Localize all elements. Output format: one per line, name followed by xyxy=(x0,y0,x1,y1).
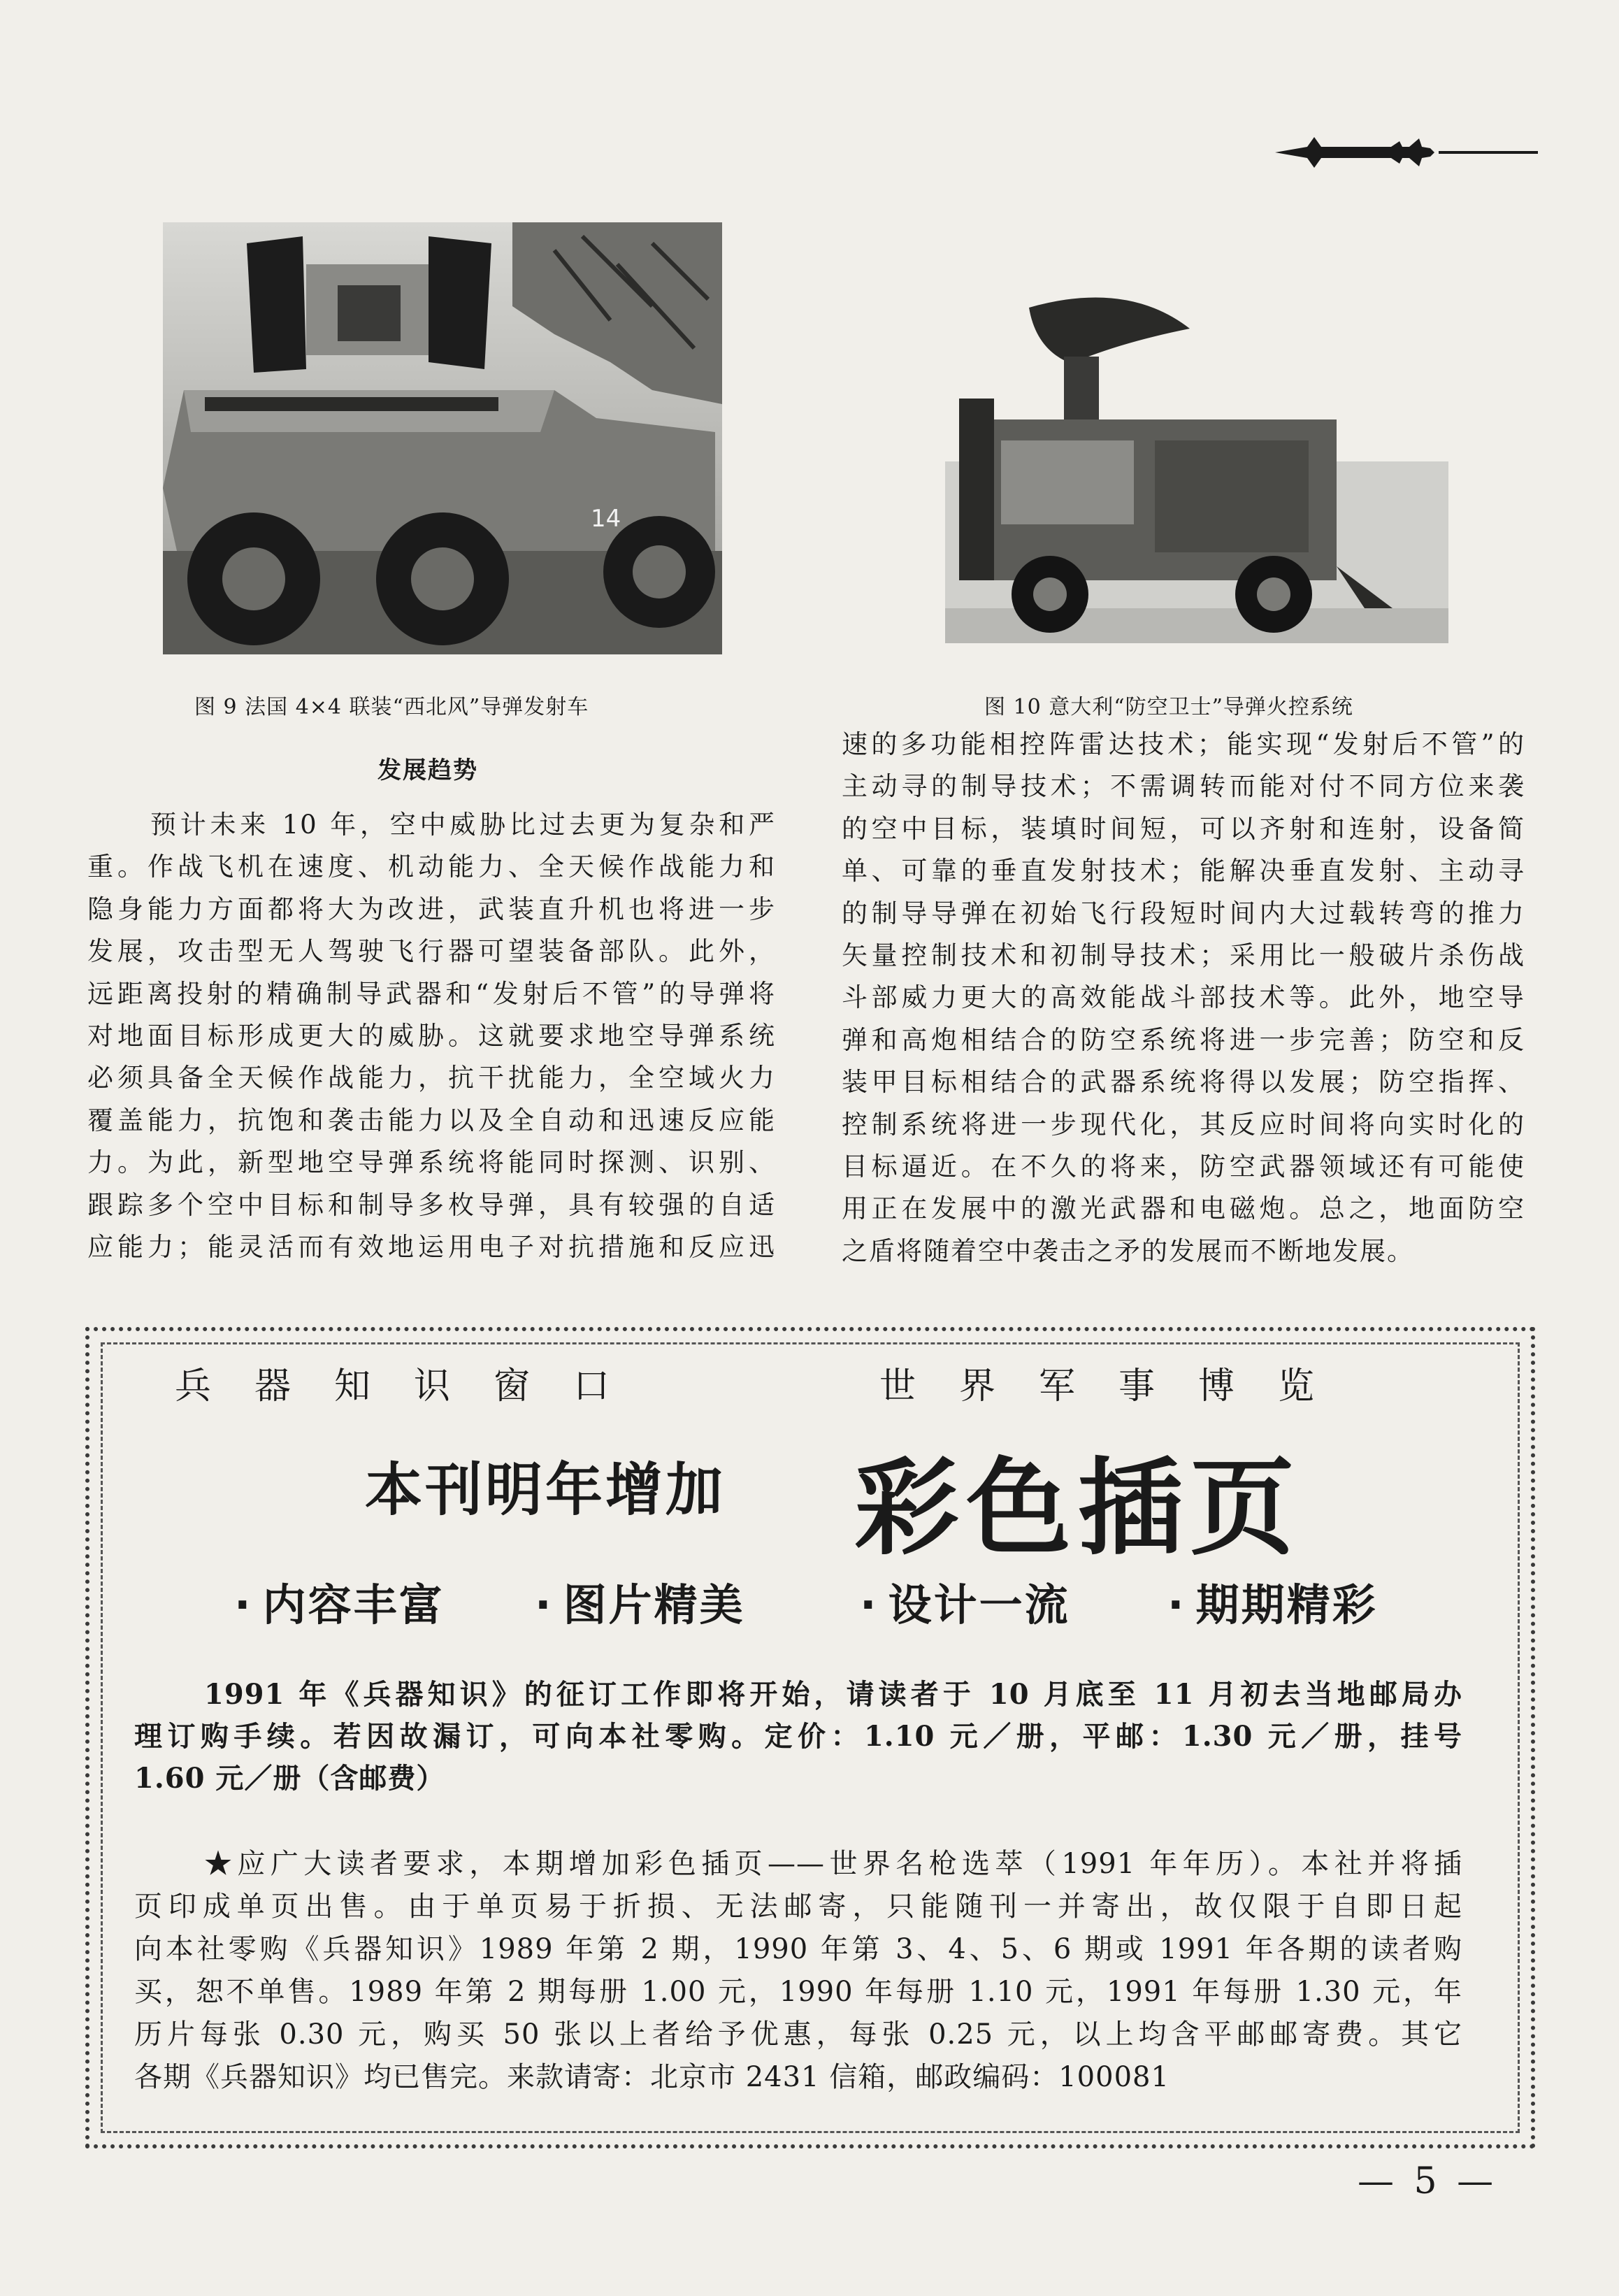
left-column-text xyxy=(87,804,776,1268)
bullet-icon: · xyxy=(1167,1579,1186,1630)
paragraph-line: 的空中目标，装填时间短，可以齐射和连射，设备简 xyxy=(842,813,1525,844)
missile-ornament-icon xyxy=(1272,131,1538,173)
ad-insert-paragraph xyxy=(134,1843,1462,2099)
ad-feature-label: 期期精彩 xyxy=(1195,1579,1378,1630)
paragraph-line: 历片每张 0.30 元，购买 50 张以上者给予优惠，每张 0.25 元，以上均含平邮邮寄费。其它 xyxy=(134,2018,1462,2051)
paragraph-line: 弹和高炮相结合的防空系统将进一步完善；防空和反 xyxy=(842,1024,1525,1055)
ad-feature-label: 图片精美 xyxy=(563,1579,745,1630)
paragraph-line: 页印成单页出售。由于单页易于折损、无法邮寄，只能随刊一并寄出，故仅限于自即日起 xyxy=(134,1890,1462,1923)
paragraph-line: 跟踪多个空中目标和制导多枚导弹，具有较强的自适 xyxy=(87,1189,776,1220)
bullet-icon: · xyxy=(860,1579,879,1630)
right-column-text xyxy=(842,724,1525,1272)
page-number: — 5 — xyxy=(1358,2160,1498,2202)
ad-feature-label: 内容丰富 xyxy=(262,1579,445,1630)
section-heading: 发展趋势 xyxy=(377,756,478,784)
ad-headline-small: 本刊明年增加 xyxy=(365,1457,726,1523)
paragraph-line: 隐身能力方面都将大为改进，武装直升机也将进一步 xyxy=(87,894,776,924)
paragraph-line: 对地面目标形成更大的威胁。这就要求地空导弹系统 xyxy=(87,1021,776,1052)
paragraph-line: 矢量控制技术和初制导技术；采用比一般破片杀伤战 xyxy=(842,940,1525,971)
vehicle-number-plate: 14 xyxy=(591,505,621,533)
ad-kicker-right: 世界军事博览 xyxy=(879,1365,1358,1407)
paragraph-line: 向本社零购《兵器知识》1989 年第 2 期，1990 年第 3、4、5、6 期或 1991 年各期的读者购 xyxy=(134,1933,1462,1965)
bullet-icon: · xyxy=(535,1579,554,1630)
paragraph-line: 发展，攻击型无人驾驶飞行器可望装备部队。此外， xyxy=(87,936,776,967)
paragraph-line: 目标逼近。在不久的将来，防空武器领域还有可能使 xyxy=(842,1151,1525,1182)
ad-kicker-left: 兵器知识窗口 xyxy=(175,1365,654,1407)
paragraph-line: 预计未来 10 年，空中威胁比过去更为复杂和严 xyxy=(150,810,776,840)
paragraph-line: ★应广大读者要求，本期增加彩色插页——世界名枪选萃（1991 年年历）。本社并将插 xyxy=(204,1848,1462,1880)
paragraph-line: 斗部威力更大的高效能战斗部技术等。此外，地空导 xyxy=(842,982,1525,1013)
paragraph-line: 力。为此，新型地空导弹系统将能同时探测、识别、 xyxy=(87,1147,776,1178)
paragraph-line: 重。作战飞机在速度、机动能力、全天候作战能力和 xyxy=(87,852,776,882)
paragraph-line: 主动寻的制导技术；不需调转而能对付不同方位来袭 xyxy=(842,771,1525,802)
paragraph-line: 远距离投射的精确制导武器和“发射后不管”的导弹将 xyxy=(87,978,776,1009)
figure-9-caption: 图 9 法国 4×4 联装“西北风”导弹发射车 xyxy=(194,695,589,719)
ad-feature-label: 设计一流 xyxy=(888,1579,1070,1630)
paragraph-line: 买，恕不单售。1989 年第 2 期每册 1.00 元，1990 年每册 1.10 元，1991 年每册 1.30 元，年 xyxy=(134,1976,1462,2008)
paragraph-line: 之盾将随着空中袭击之矛的发展而不断地发展。 xyxy=(842,1235,1414,1266)
paragraph-line: 1.60 元／册（含邮费） xyxy=(134,1762,445,1795)
paragraph-line: 应能力；能灵活而有效地运用电子对抗措施和反应迅 xyxy=(87,1232,776,1263)
ad-feature xyxy=(1167,1570,1378,1633)
ad-headline-big: 彩色插页 xyxy=(854,1448,1302,1570)
ad-feature xyxy=(535,1570,745,1633)
ad-subscription-paragraph xyxy=(134,1674,1462,1800)
paragraph-line: 装甲目标相结合的武器系统将得以发展；防空指挥、 xyxy=(842,1067,1525,1098)
paragraph-line: 的制导导弹在初始飞行段短时间内大过载转弯的推力 xyxy=(842,898,1525,928)
paragraph-line: 控制系统将进一步现代化，其反应时间将向实时化的 xyxy=(842,1109,1525,1140)
figure-10-caption: 图 10 意大利“防空卫士”导弹火控系统 xyxy=(984,695,1353,719)
paragraph-line: 单、可靠的垂直发射技术；能解决垂直发射、主动寻 xyxy=(842,856,1525,887)
paragraph-line: 1991 年《兵器知识》的征订工作即将开始，请读者于 10 月底至 11 月初去当地邮局办 xyxy=(204,1678,1462,1711)
ad-feature xyxy=(234,1570,445,1633)
figure-10-photo xyxy=(945,280,1448,643)
paragraph-line: 覆盖能力，抗饱和袭击能力以及全自动和迅速反应能 xyxy=(87,1105,776,1135)
ad-feature xyxy=(860,1570,1070,1633)
figure-9-photo xyxy=(163,222,722,654)
paragraph-line: 用正在发展中的激光武器和电磁炮。总之，地面防空 xyxy=(842,1193,1525,1224)
paragraph-line: 速的多功能相控阵雷达技术；能实现“发射后不管”的 xyxy=(842,729,1525,759)
paragraph-line: 理订购手续。若因故漏订，可向本社零购。定价：1.10 元／册，平邮：1.30 元／册，挂号 xyxy=(134,1720,1462,1753)
bullet-icon: · xyxy=(234,1579,253,1630)
paragraph-line: 各期《兵器知识》均已售完。来款请寄：北京市 2431 信箱，邮政编码：100081 xyxy=(134,2061,1170,2093)
paragraph-line: 必须具备全天候作战能力，抗干扰能力，全空域火力 xyxy=(87,1063,776,1093)
